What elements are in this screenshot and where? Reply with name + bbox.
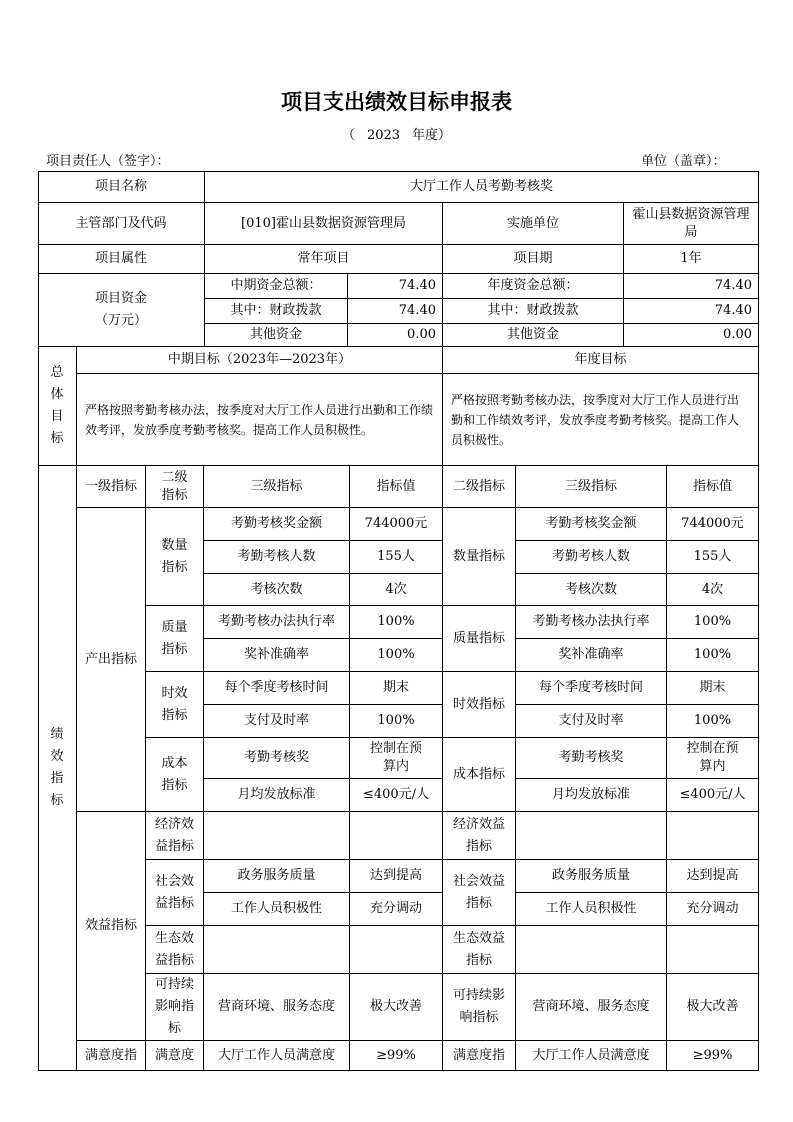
indicator-value: 100% [350, 606, 443, 639]
mid-other-label: 其他资金 [205, 324, 348, 347]
indicator-value: 4次 [350, 574, 443, 606]
indicator-name-year: 支付及时率 [516, 705, 667, 738]
mid-total-value: 74.40 [348, 274, 443, 299]
timeliness-label-year: 时效指标 [443, 672, 516, 738]
indicator-name-year: 政务服务质量 [516, 860, 667, 893]
header-value-year: 指标值 [667, 466, 759, 508]
overall-target-label: 总体目标 [38, 347, 77, 466]
year-open: （ [341, 128, 355, 143]
quantity-label-year: 数量指标 [443, 508, 516, 606]
economic-name-empty [204, 812, 350, 860]
header-level2-year: 二级指标 [443, 466, 516, 508]
satisfaction-label: 满意度 [146, 1041, 204, 1071]
indicator-value: 100% [350, 705, 443, 738]
header-level3: 三级指标 [204, 466, 350, 508]
indicator-value-year: 100% [667, 705, 759, 738]
year-value: 2023 [366, 128, 401, 143]
benefit-indicator-label: 效益指标 [77, 812, 146, 1041]
header-level3-year: 三级指标 [516, 466, 667, 508]
year-total-label: 年度资金总额： [443, 274, 624, 299]
dept-value: [010]霍山县数据资源管理局 [205, 203, 443, 245]
satisfaction-label-year: 满意度指 [443, 1041, 516, 1071]
output-indicator-label: 产出指标 [77, 508, 146, 812]
mid-other-value: 0.00 [348, 324, 443, 347]
indicator-name-year: 营商环境、服务态度 [516, 974, 667, 1041]
indicator-name-year: 每个季度考核时间 [516, 672, 667, 705]
indicator-name: 大厅工作人员满意度 [204, 1041, 350, 1071]
indicator-name: 考勤考核奖 [204, 738, 350, 779]
ecological-name-empty [204, 926, 350, 974]
responsible-person-label: 项目责任人（签字）： [46, 154, 170, 169]
project-period-label: 项目期 [443, 245, 624, 274]
indicator-name-year: 奖补准确率 [516, 639, 667, 672]
indicator-value-year: 744000元 [667, 508, 759, 541]
project-attr-value: 常年项目 [205, 245, 443, 274]
dept-label: 主管部门及代码 [38, 203, 205, 245]
economic-label: 经济效益指标 [146, 812, 204, 860]
indicator-name-year: 月均发放标准 [516, 779, 667, 812]
indicator-name-year: 考勤考核办法执行率 [516, 606, 667, 639]
indicator-name: 考勤考核办法执行率 [204, 606, 350, 639]
project-name-value: 大厅工作人员考勤考核奖 [205, 171, 759, 203]
quality-label-year: 质量指标 [443, 606, 516, 672]
mid-target-text: 严格按照考勤考核办法，按季度对大厅工作人员进行出勤和工作绩效考评，发放季度考勤考核奖。提高工作人员积极性。 [77, 374, 443, 466]
indicator-name: 月均发放标准 [204, 779, 350, 812]
ecological-label: 生态效益指标 [146, 926, 204, 974]
indicator-name-year: 考勤考核奖金额 [516, 508, 667, 541]
page-title: 项目支出绩效目标申报表 [281, 90, 512, 114]
indicator-value: ≥99% [350, 1041, 443, 1071]
indicator-name: 支付及时率 [204, 705, 350, 738]
project-name-label: 项目名称 [38, 171, 205, 203]
project-period-value: 1年 [624, 245, 759, 274]
mid-fiscal-value: 74.40 [348, 299, 443, 324]
year-other-label: 其他资金 [443, 324, 624, 347]
performance-target-table [38, 171, 759, 1071]
social-label-year: 社会效益指标 [443, 860, 516, 926]
sustainable-label-year: 可持续影响指标 [443, 974, 516, 1041]
indicator-value: 达到提高 [350, 860, 443, 893]
indicator-value-year: 达到提高 [667, 860, 759, 893]
impl-unit-value: 霍山县数据资源管理局 [624, 203, 759, 245]
year-target-header: 年度目标 [443, 347, 759, 374]
indicator-value-year: 100% [667, 639, 759, 672]
mid-target-header: 中期目标（2023年—2023年） [77, 347, 443, 374]
ecological-name-year-empty [516, 926, 667, 974]
sustainable-label: 可持续影响指标 [146, 974, 204, 1041]
indicator-name: 每个季度考核时间 [204, 672, 350, 705]
indicator-name: 考核次数 [204, 574, 350, 606]
year-fiscal-value: 74.40 [624, 299, 759, 324]
quantity-label: 数量指标 [146, 508, 204, 606]
mid-fiscal-label: 其中：财政拨款 [205, 299, 348, 324]
mid-total-label: 中期资金总额： [205, 274, 348, 299]
indicator-value-year: ≤400元/人 [667, 779, 759, 812]
perf-indicators-label: 绩效指标 [38, 466, 77, 1071]
project-attr-label: 项目属性 [38, 245, 205, 274]
year-total-value: 74.40 [624, 274, 759, 299]
economic-name-year-empty [516, 812, 667, 860]
header-level1: 一级指标 [77, 466, 146, 508]
economic-label-year: 经济效益指标 [443, 812, 516, 860]
indicator-value: ≤400元/人 [350, 779, 443, 812]
indicator-value-year: 控制在预算内 [667, 738, 759, 779]
indicator-value: 控制在预算内 [350, 738, 443, 779]
social-label: 社会效益指标 [146, 860, 204, 926]
indicator-value: 期末 [350, 672, 443, 705]
indicator-value: 充分调动 [350, 893, 443, 926]
indicator-value-year: 155人 [667, 541, 759, 574]
indicator-name-year: 考勤考核奖 [516, 738, 667, 779]
ecological-value-empty [350, 926, 443, 974]
indicator-value: 155人 [350, 541, 443, 574]
year-fiscal-label: 其中：财政拨款 [443, 299, 624, 324]
indicator-name: 考勤考核奖金额 [204, 508, 350, 541]
indicator-value-year: 100% [667, 606, 759, 639]
year-target-text: 严格按照考勤考核办法，按季度对大厅工作人员进行出勤和工作绩效考评，发放季度考勤考核奖。提高工作人员积极性。 [443, 374, 759, 466]
ecological-value-year-empty [667, 926, 759, 974]
indicator-name-year: 工作人员积极性 [516, 893, 667, 926]
economic-value-empty [350, 812, 443, 860]
indicator-value: 极大改善 [350, 974, 443, 1041]
indicator-value-year: 充分调动 [667, 893, 759, 926]
indicator-value-year: ≥99% [667, 1041, 759, 1071]
year-line [0, 124, 793, 143]
indicator-value-year: 极大改善 [667, 974, 759, 1041]
indicator-name: 奖补准确率 [204, 639, 350, 672]
header-value: 指标值 [350, 466, 443, 508]
cost-label-year: 成本指标 [443, 738, 516, 812]
impl-unit-label: 实施单位 [443, 203, 624, 245]
header-level2: 二级指标 [146, 466, 204, 508]
indicator-value: 744000元 [350, 508, 443, 541]
indicator-name-year: 考勤考核人数 [516, 541, 667, 574]
indicator-value: 100% [350, 639, 443, 672]
indicator-name: 政务服务质量 [204, 860, 350, 893]
economic-value-year-empty [667, 812, 759, 860]
indicator-value-year: 4次 [667, 574, 759, 606]
timeliness-label: 时效指标 [146, 672, 204, 738]
indicator-name: 营商环境、服务态度 [204, 974, 350, 1041]
indicator-name: 考勤考核人数 [204, 541, 350, 574]
indicator-value-year: 期末 [667, 672, 759, 705]
indicator-name: 工作人员积极性 [204, 893, 350, 926]
unit-seal-label: 单位（盖章）： [641, 154, 726, 169]
year-close: 年度） [412, 128, 452, 143]
funds-label: 项目资金（万元） [38, 274, 205, 347]
quality-label: 质量指标 [146, 606, 204, 672]
indicator-name-year: 大厅工作人员满意度 [516, 1041, 667, 1071]
year-other-value: 0.00 [624, 324, 759, 347]
satisfaction-indicator-label: 满意度指 [77, 1041, 146, 1071]
ecological-label-year: 生态效益指标 [443, 926, 516, 974]
indicator-name-year: 考核次数 [516, 574, 667, 606]
cost-label: 成本指标 [146, 738, 204, 812]
